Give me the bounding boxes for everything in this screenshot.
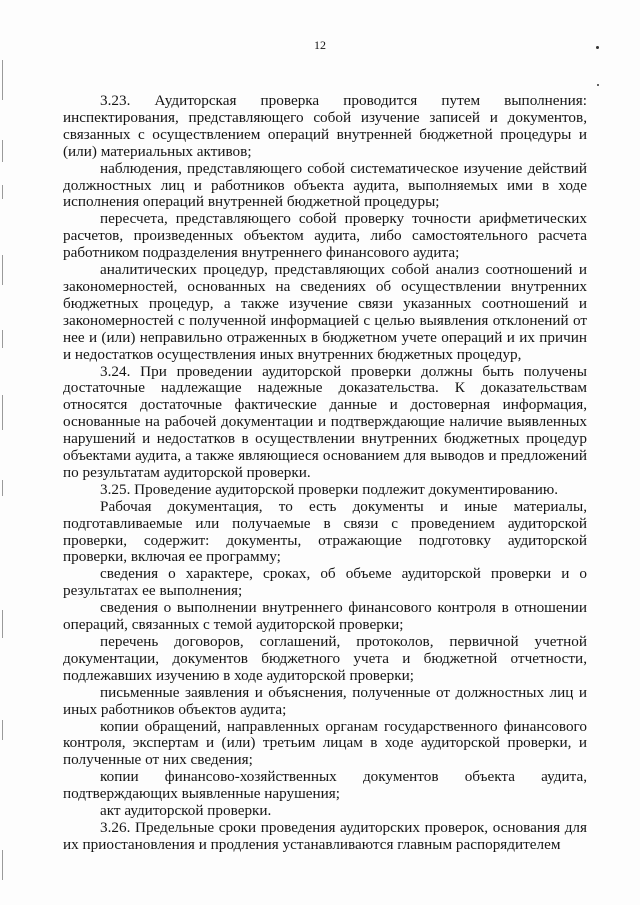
paragraph-recalculation: пересчета, представляющего собой проверку точности арифметических расчетов, произведенных объектом аудита, либо самостоятельного расчета работником подразделения внутреннего финансового аудита; xyxy=(63,210,587,262)
page-number: 12 xyxy=(314,38,326,52)
list-item: акт аудиторской проверки. xyxy=(100,802,272,820)
paragraph-3-23: 3.23. Аудиторская проверка проводится путем выполнения: инспектирования, представляющего собой изучение записей и документов, связанных с осуществлением операций внутренней бюджетной процедуры и (или) материальных активов; xyxy=(63,92,587,160)
paragraph-working-documentation: Рабочая документация, то есть документы и иные материалы, подготавливаемые или получаемые в связи с проведением аудиторской проверки, содержит: документы, отражающие подготовку аудиторской проверки, включая ее программу; xyxy=(63,497,587,566)
paragraph-analytical-procedures: аналитических процедур, представляющих собой анализ соотношений и закономерностей, основанных на сведениях об осуществлении внутренних бюджетных процедур, а также изучение связи указанных соотношений и закономерностей с полученной информацией с целью выявления отклонений от нее и (или) неправильно отраженных в бюджетном учете операций и их причин и недостатков осуществления иных внутренних бюджетных процедур, xyxy=(63,261,587,363)
scan-edge-mark xyxy=(2,850,3,880)
scan-edge-mark xyxy=(2,395,3,430)
paragraph-3-24: 3.24. При проведении аудиторской проверки должны быть получены достаточные надлежащие надежные доказательства. К доказательствам относятся достаточные фактические данные и достоверная информация, основанные на рабочей документации и подтверждающие наличие выявленных нарушений и недостатков в осуществлении внутренних бюджетных процедур объектами аудита, а также являющиеся основанием для выводов и предложений по результатам аудиторской проверки. xyxy=(63,362,587,481)
scan-edge-mark xyxy=(2,255,3,285)
scan-edge-mark xyxy=(2,140,3,162)
scan-edge-mark xyxy=(2,185,3,199)
document-body xyxy=(63,93,587,854)
list-item: перечень договоров, соглашений, протоколов, первичной учетной документации, документов бюджетного учета и бюджетной отчетности, подлежавших изучению в ходе аудиторской проверки; xyxy=(63,633,587,684)
list-item: копии обращений, направленных органам государственного финансового контроля, экспертам и (или) третьим лицам в ходе аудиторской проверки, и полученные от них сведения; xyxy=(63,717,587,769)
paragraph-observation: наблюдения, представляющего собой систематическое изучение действий должностных лиц и работников объекта аудита, выполняемых ими в ходе исполнения операций внутренней бюджетной процедуры; xyxy=(63,159,587,211)
scan-edge-mark xyxy=(2,720,3,740)
scan-edge-mark xyxy=(2,330,3,348)
paragraph-3-25: 3.25. Проведение аудиторской проверки подлежит документированию. xyxy=(100,480,559,498)
paragraph-3-26: 3.26. Предельные сроки проведения аудиторских проверок, основания для их приостановления и продления устанавливаются главным распорядителем xyxy=(63,818,587,853)
scan-edge-mark xyxy=(2,60,3,100)
scan-speck xyxy=(597,84,599,86)
scan-edge-mark xyxy=(2,610,3,638)
list-item: сведения о характере, сроках, об объеме аудиторской проверки и о результатах ее выполнения; xyxy=(63,565,587,600)
scan-edge-mark xyxy=(2,480,3,496)
list-item: письменные заявления и объяснения, полученные от должностных лиц и иных работников объектов аудита; xyxy=(63,683,587,718)
list-item: сведения о выполнении внутреннего финансового контроля в отношении операций, связанных с темой аудиторской проверки; xyxy=(63,599,587,634)
list-item: копии финансово-хозяйственных документов объекта аудита, подтверждающих выявленные нарушения; xyxy=(63,768,587,803)
